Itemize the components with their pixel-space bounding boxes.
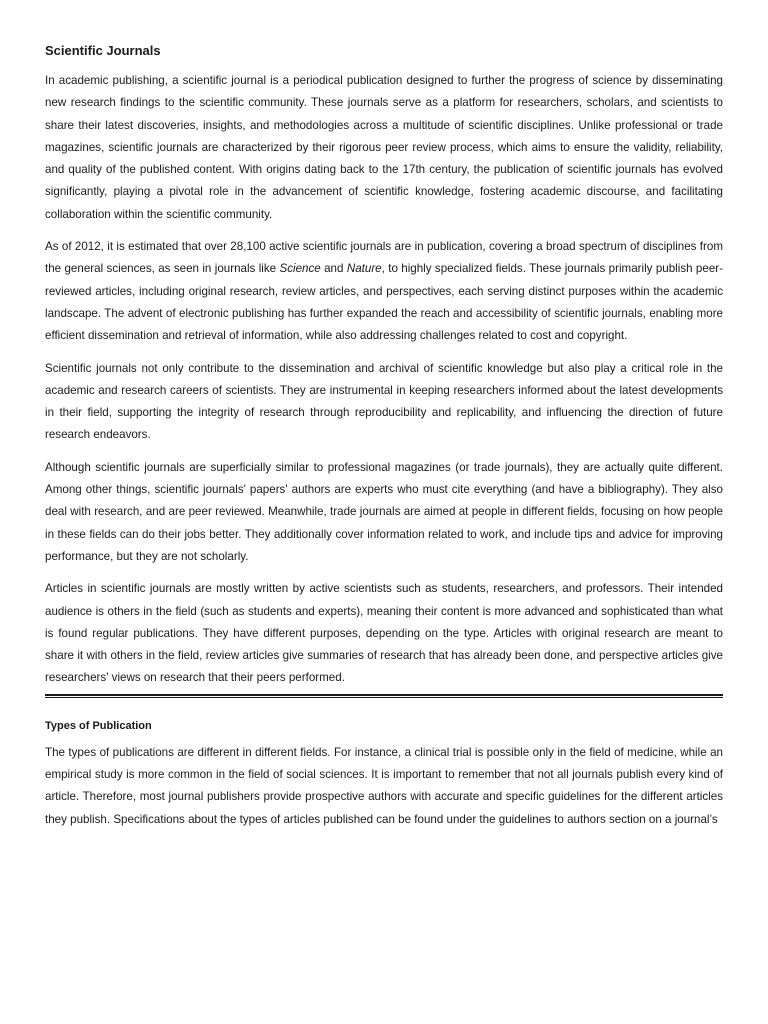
section-paragraph: The types of publications are different in different fields. For instance, a clinical trial is possible only in the field of medicine, while an empirical study is more common in the field of social sciences. It is important to remember that not all journals publish every kind of article. Therefore, most journal publishers provide prospective authors with accurate and specific guidelines for the different articles they publish. Specifications about the types of articles published can be found under the guidelines to authors section on a journal’s <box>45 745 723 826</box>
journal-name-science: Science <box>279 262 321 276</box>
section-divider <box>45 694 723 698</box>
journal-name-nature: Nature <box>346 262 382 276</box>
paragraph-4: Although scientific journals are superficially similar to professional magazines (or trade journals), they are actually quite different. Among other things, scientific journals' papers' authors are experts who must cite everything (and have a bibliography). They also deal with research, and are peer reviewed. Meanwhile, trade journals are aimed at people in different fields, focusing on how people in these fields can do their jobs better. They additionally cover information related to work, and include tips and advice for improving performance, but they are not scholarly. <box>45 460 723 563</box>
paragraph-2 <box>45 236 723 347</box>
paragraph-2-text-a: As of 2012, it is estimated that over 28,100 active scientific journals are in publication, covering a broad spectrum of disciplines from the general sciences, as seen in journals like <box>45 240 723 276</box>
document-page <box>45 40 723 841</box>
paragraph-2-text-c: , to highly specialized fields. These journals primarily publish peer-reviewed articles, including original research, review articles, and perspectives, each serving distinct purposes within the academic landscape. The advent of electronic publishing has further expanded the reach and accessibility of scientific journals, enabling more efficient dissemination and retrieval of information, while also addressing challenges related to cost and copyright. <box>45 262 723 343</box>
paragraph-2-text-b: and <box>320 262 347 276</box>
paragraph-1: In academic publishing, a scientific journal is a periodical publication designed to further the progress of science by disseminating new research findings to the scientific community. These journals serve as a platform for researchers, scholars, and scientists to share their latest discoveries, insights, and methodologies across a multitude of scientific disciplines. Unlike professional or trade magazines, scientific journals are characterized by their rigorous peer review process, which aims to ensure the validity, reliability, and quality of the published content. With origins dating back to the 17th century, the publication of scientific journals has evolved significantly, playing a pivotal role in the advancement of scientific knowledge, fostering academic discourse, and facilitating collaboration within the scientific community. <box>45 74 723 221</box>
paragraph-3: Scientific journals not only contribute to the dissemination and archival of scientific knowledge but also play a critical role in the academic and research careers of scientists. They are instrumental in keeping researchers informed about the latest developments in their field, supporting the integrity of research through reproducibility and replicability, and influencing the direction of future research endeavors. <box>45 361 723 442</box>
page-title: Scientific Journals <box>45 43 161 58</box>
paragraph-5: Articles in scientific journals are mostly written by active scientists such as students, researchers, and professors. Their intended audience is others in the field (such as students and experts), meaning their content is more advanced and sophisticated than what is found regular publications. They have different purposes, depending on the type. Articles with original research are meant to share it with others in the field, review articles give summaries of research that has already been done, and perspective articles give researchers' views on research that their peers performed. <box>45 582 723 685</box>
section-title: Types of Publication <box>45 719 152 732</box>
